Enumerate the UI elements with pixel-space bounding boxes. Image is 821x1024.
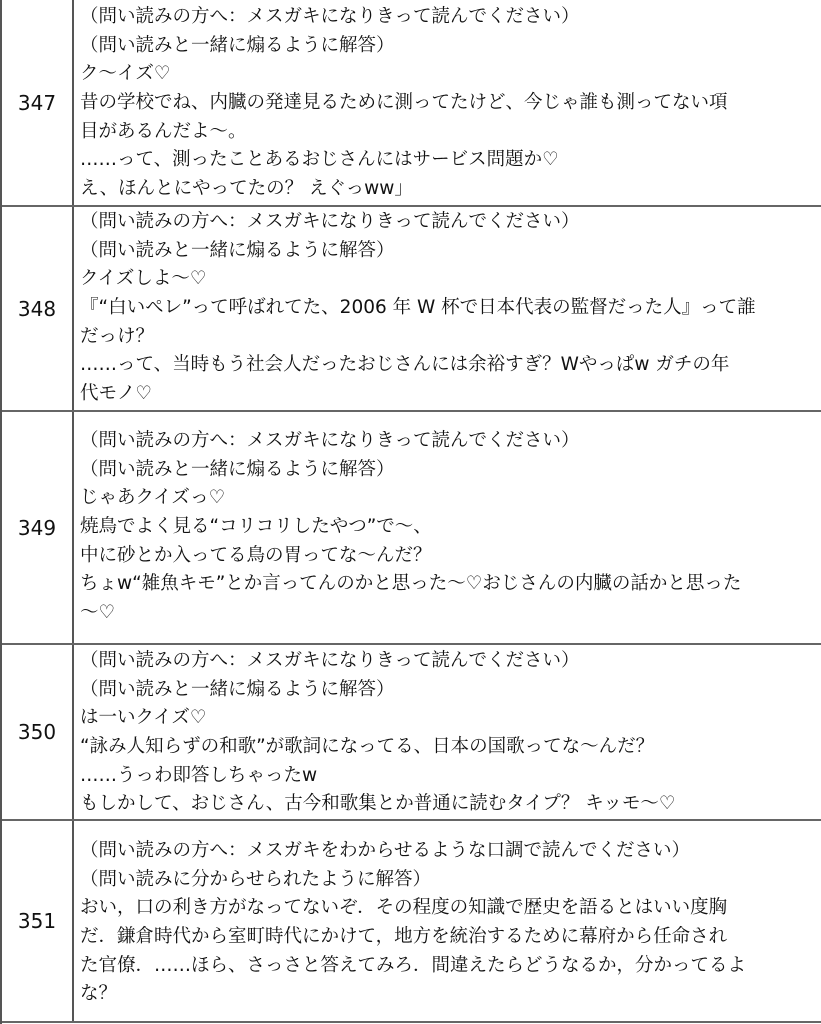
content-line: ク～イズ♡ <box>80 63 171 85</box>
content-line: ……って、測ったことあるおじさんにはサービス問題か♡ <box>80 149 559 171</box>
content-line: （問い読みの方へ：メスガキをわからせるような口調で読んでください） <box>80 840 690 861</box>
content-line: ……って、当時もう社会人だったおじさんには余裕すぎ？Wやっぱw ガチの年 <box>80 354 730 376</box>
content-line: ……うっわ即答しちゃったw <box>80 764 318 786</box>
content-line: 中に砂とか入ってる鳥の胃ってな～んだ？ <box>80 544 432 566</box>
table-row <box>2 819 821 1023</box>
row-content <box>74 412 821 643</box>
content-line: （問い読みと一緒に煽るように解答） <box>80 239 395 261</box>
row-content <box>74 207 821 410</box>
row-number: 347 <box>2 0 74 205</box>
content-line: （問い読みの方へ：メスガキになりきって読んでください） <box>80 6 580 27</box>
content-line: （問い読みと一緒に煽るように解答） <box>80 678 395 700</box>
content-line: （問い読みの方へ：メスガキになりきって読んでください） <box>80 211 580 232</box>
row-content <box>74 821 821 1021</box>
content-line: （問い読みに分からせられたように解答） <box>80 868 431 890</box>
table-row <box>2 0 821 205</box>
row-number: 349 <box>2 412 74 643</box>
content-line: 昔の学校でね、内臓の発達見るために測ってたけど、今じゃ誰も測ってない項 <box>80 92 728 114</box>
content-line: え、ほんとにやってたの？ えぐっww」 <box>80 178 413 200</box>
content-line: （問い読みと一緒に煽るように解答） <box>80 458 395 480</box>
content-line: じゃあクイズっ♡ <box>80 487 226 509</box>
content-line: 目があるんだよ～。 <box>80 120 247 142</box>
row-content <box>74 645 821 819</box>
row-number: 348 <box>2 207 74 410</box>
content-line: “詠み人知らずの和歌”が歌詞になってる、日本の国歌ってな～んだ？ <box>80 736 655 758</box>
content-line: 焼鳥でよく見る“コリコリしたやつ”で～、 <box>80 516 432 538</box>
row-content <box>74 0 821 205</box>
content-line: （問い読みと一緒に煽るように解答） <box>80 34 395 56</box>
table-row <box>2 205 821 410</box>
content-line: ～♡ <box>80 602 116 624</box>
content-line: おい，口の利き方がなってないぞ．その程度の知識で歴史を語るとはいい度胸 <box>80 897 728 919</box>
content-line: ちょw“雑魚キモ”とか言ってんのかと思った～♡おじさんの内臓の話かと思った <box>80 573 742 595</box>
content-line: だ．鎌倉時代から室町時代にかけて，地方を統治するために幕府から任命され <box>80 926 728 948</box>
table-row <box>2 410 821 643</box>
row-number: 350 <box>2 645 74 819</box>
content-line: だっけ？ <box>80 325 155 347</box>
content-line: クイズしよ～♡ <box>80 268 207 290</box>
content-line: は一いクイズ♡ <box>80 707 207 729</box>
content-line: 『“白いペレ”って呼ばれてた、2006 年 W 杯で日本代表の監督だった人』って誰 <box>80 297 756 319</box>
content-line: （問い読みの方へ：メスガキになりきって読んでください） <box>80 430 580 451</box>
content-line: （問い読みの方へ：メスガキになりきって読んでください） <box>80 650 580 671</box>
content-line: もしかして、おじさん、古今和歌集とか普通に読むタイプ？ キッモ～♡ <box>80 793 676 815</box>
content-line: な？ <box>80 983 118 1005</box>
row-number: 351 <box>2 821 74 1021</box>
content-line: 代モノ♡ <box>80 383 152 405</box>
content-line: た官僚．……ほら、さっさと答えてみろ．間違えたらどうなるか，分かってるよ <box>80 954 747 976</box>
table-row <box>2 643 821 819</box>
